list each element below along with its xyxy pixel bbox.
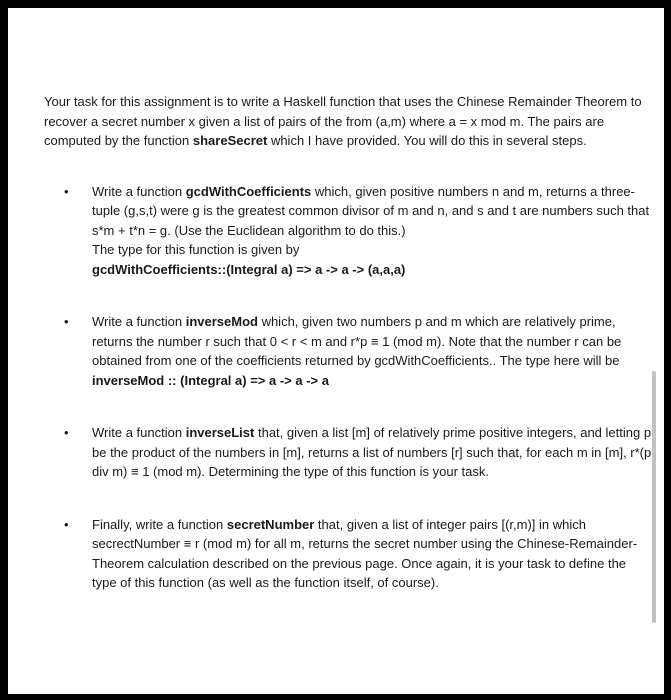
task-body: which, given two numbers p and m which are relatively prime, returns the number r such that 0 < r < m and r*p ≡ 1 (mod m). Note that the number r can be obtained from one of the coefficients returned by gcdWithCoefficients.. The type here will be: [92, 314, 622, 368]
task-body: that, given a list [m] of relatively prime positive integers, and letting p be the product of the numbers in [m], returns a list of numbers [r] such that, for each m in [m], r*(p div m) ≡ 1 (mod m). Determining the type of this function is your task.: [92, 425, 652, 479]
task-prefix: Write a function: [92, 425, 186, 440]
task-prefix: Finally, write a function: [92, 516, 227, 532]
frame-right: [664, 0, 671, 700]
task-body: which, given positive numbers n and m, returns a three-tuple (g,s,t) were g is the greatest common divisor of m and n, and s and t are numbers such that s*m + t*n = g. (Use the Euclidean algorithm to do this.): [92, 183, 650, 238]
frame-bottom: [0, 694, 671, 700]
intro-bold-sharesecret: shareSecret: [192, 133, 268, 148]
frame-top: [0, 0, 671, 8]
task-function-name: inverseList: [185, 425, 255, 440]
frame-left: [0, 0, 8, 700]
bullet-icon: •: [64, 425, 69, 440]
task-list: [44, 182, 654, 593]
intro-paragraph: [44, 92, 654, 151]
task-prefix: Write a function: [92, 183, 186, 199]
assignment-document: [44, 92, 654, 626]
task-body: that, given a list of integer pairs [(r,m)] in which secrectNumber ≡ r (mod m) for all m, returns the secret number using the Chinese-Remainder-Theorem calculation described on the previous page. Once again, it is your task to define the type of this function (as well as the function itself, of course).: [92, 516, 638, 590]
task-prefix: Write a function: [92, 314, 186, 329]
task-gcd-with-coefficients: [44, 182, 654, 280]
task-type-signature: gcdWithCoefficients::(Integral a) => a -> a -> (a,a,a): [92, 261, 406, 277]
task-function-name: gcdWithCoefficients: [185, 183, 312, 199]
task-inverse-mod: [44, 312, 654, 390]
task-secret-number: [44, 515, 654, 593]
bullet-icon: •: [64, 183, 69, 199]
bullet-icon: •: [64, 516, 69, 532]
task-inverse-list: [44, 423, 654, 482]
task-type-intro: The type for this function is given by: [92, 242, 300, 257]
intro-text-2: which I have provided. You will do this in several steps.: [267, 133, 587, 148]
bullet-icon: •: [64, 314, 69, 329]
task-function-name: secretNumber: [226, 516, 315, 532]
task-function-name: inverseMod: [185, 314, 258, 329]
task-type-signature: inverseMod :: (Integral a) => a -> a -> a: [92, 372, 329, 388]
intro-text-1: Your task for this assignment is to write a Haskell function that uses the Chinese Remainder Theorem to recover a secret number x given a list of pairs of the from (a,m) where a = x mod m. The pairs are computed by the function: [44, 94, 642, 148]
